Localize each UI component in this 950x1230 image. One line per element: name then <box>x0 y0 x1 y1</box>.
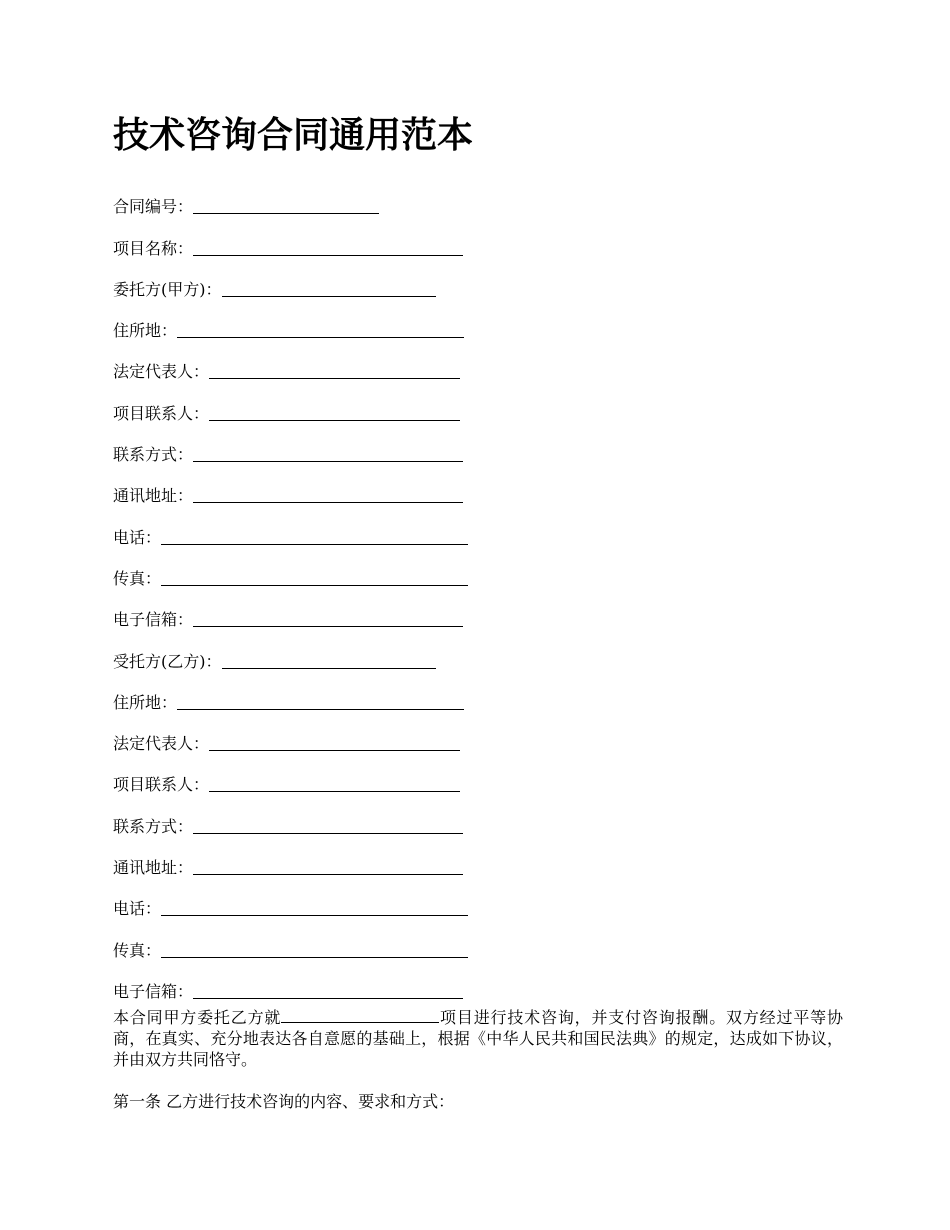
field-label: 通讯地址： <box>113 486 194 506</box>
field-label: 法定代表人： <box>113 362 210 382</box>
blank-line[interactable] <box>193 484 463 503</box>
field-label: 住所地： <box>113 321 178 341</box>
field-client-fax <box>113 550 468 591</box>
blank-line[interactable] <box>161 526 468 545</box>
blank-line[interactable] <box>222 278 436 297</box>
intro-prefix: 本合同甲方委托乙方就 <box>113 1008 282 1027</box>
field-label: 电子信箱： <box>113 981 194 1001</box>
field-client-email <box>113 591 468 632</box>
blank-line[interactable] <box>193 815 463 834</box>
blank-line[interactable] <box>161 567 468 586</box>
field-client-mailing-address <box>113 467 468 508</box>
blank-line[interactable] <box>193 980 463 999</box>
blank-line[interactable] <box>161 939 468 958</box>
project-blank-line[interactable] <box>281 1007 439 1023</box>
field-label: 电子信箱： <box>113 610 194 630</box>
field-consultant-email <box>113 963 468 1004</box>
field-consultant-mailing-address <box>113 839 468 880</box>
field-consultant-phone <box>113 880 468 921</box>
field-label: 项目名称： <box>113 238 194 258</box>
field-label: 通讯地址： <box>113 858 194 878</box>
intro-paragraph <box>113 1007 843 1070</box>
field-label: 电话： <box>113 527 162 547</box>
blank-line[interactable] <box>209 402 460 421</box>
field-contract-number <box>113 178 468 219</box>
field-label: 联系方式： <box>113 816 194 836</box>
blank-line[interactable] <box>209 732 460 751</box>
field-consultant <box>113 632 468 673</box>
intro-suffix: 项目进行技术咨询，并支付咨询报酬。双方经过平等协商，在真实、充分地表达各自意愿的基础上，根据《中华人民共和国民法典》的规定，达成如下协议，并由双方共同恪守。 <box>113 1008 843 1069</box>
field-label: 电话： <box>113 899 162 919</box>
field-client-contact-method <box>113 426 468 467</box>
field-consultant-fax <box>113 921 468 962</box>
blank-line[interactable] <box>193 443 463 462</box>
blank-line[interactable] <box>193 237 463 256</box>
field-label: 项目联系人： <box>113 775 210 795</box>
field-client-contact-person <box>113 384 468 425</box>
field-consultant-contact-person <box>113 756 468 797</box>
field-label: 传真： <box>113 940 162 960</box>
blank-line[interactable] <box>193 856 463 875</box>
blank-line[interactable] <box>177 319 464 338</box>
field-consultant-legal-rep <box>113 715 468 756</box>
blank-line[interactable] <box>209 773 460 792</box>
field-label: 委托方(甲方)： <box>113 279 222 299</box>
field-client-legal-rep <box>113 343 468 384</box>
field-label: 联系方式： <box>113 445 194 465</box>
field-label: 住所地： <box>113 692 178 712</box>
blank-line[interactable] <box>222 650 436 669</box>
field-consultant-contact-method <box>113 797 468 838</box>
article-1-heading: 第一条 乙方进行技术咨询的内容、要求和方式： <box>113 1092 455 1111</box>
field-consultant-address <box>113 674 468 715</box>
field-project-name <box>113 219 468 260</box>
field-client <box>113 261 468 302</box>
field-label: 合同编号： <box>113 197 194 217</box>
blank-line[interactable] <box>177 691 464 710</box>
field-label: 受托方(乙方)： <box>113 651 222 671</box>
blank-line[interactable] <box>161 897 468 916</box>
blank-line[interactable] <box>193 195 379 214</box>
field-label: 传真： <box>113 568 162 588</box>
blank-line[interactable] <box>193 608 463 627</box>
party-fields <box>113 178 468 1004</box>
field-client-address <box>113 302 468 343</box>
document-title: 技术咨询合同通用范本 <box>113 115 474 156</box>
field-label: 法定代表人： <box>113 734 210 754</box>
field-client-phone <box>113 508 468 549</box>
blank-line[interactable] <box>209 360 460 379</box>
field-label: 项目联系人： <box>113 403 210 423</box>
